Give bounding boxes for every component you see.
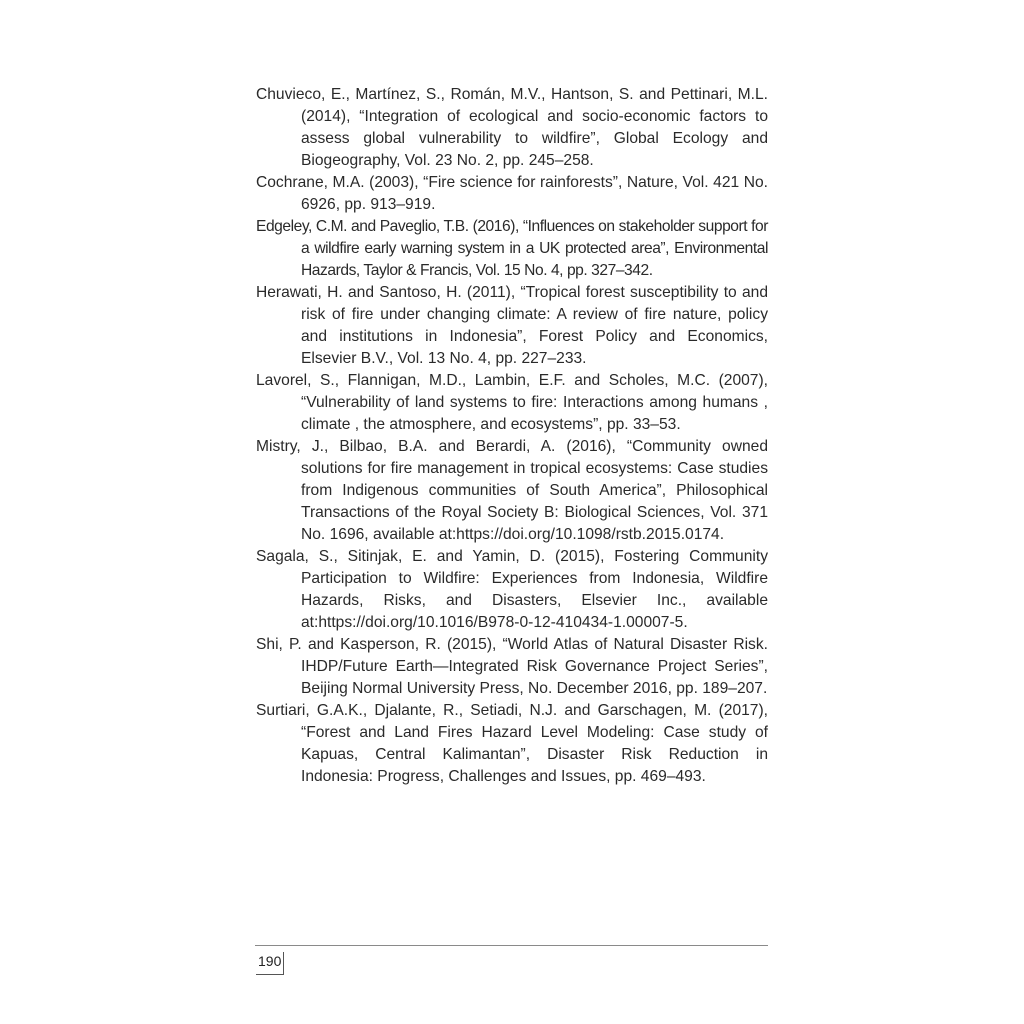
- reference-entry: Chuvieco, E., Martínez, S., Román, M.V., Hantson, S. and Pettinari, M.L. (2014), “Integration of ecological and socio-economic factors to assess global vulnerability to wildfire”, Global Ecology and Biogeography, Vol. 23 No. 2, pp. 245–258.: [256, 86, 768, 169]
- reference-entry: Herawati, H. and Santoso, H. (2011), “Tropical forest susceptibility to and risk of fire under changing climate: A review of fire nature, policy and institutions in Indonesia”, Forest Policy and Economics, Elsevier B.V., Vol. 13 No. 4, pp. 227–233.: [256, 284, 768, 367]
- reference-entry: Lavorel, S., Flannigan, M.D., Lambin, E.F. and Scholes, M.C. (2007), “Vulnerability of land systems to fire: Interactions among humans , climate , the atmosphere, and ecosystems”, pp. 33–53.: [256, 372, 768, 433]
- reference-entry: Edgeley, C.M. and Paveglio, T.B. (2016), “Influences on stakeholder support for a wildfire early warning system in a UK protected area”, Environmental Hazards, Taylor & Francis, Vol. 15 No. 4, pp. 327–342.: [256, 218, 768, 279]
- reference-entry: Sagala, S., Sitinjak, E. and Yamin, D. (2015), Fostering Community Participation to Wildfire: Experiences from Indonesia, Wildfire Hazards, Risks, and Disasters, Elsevier Inc., available at:https://doi.org/10.1016/B978-0-12-410434-1.00007-5.: [256, 548, 768, 631]
- reference-list: [256, 84, 768, 788]
- page-number: 190: [256, 952, 284, 975]
- reference-entry: Cochrane, M.A. (2003), “Fire science for rainforests”, Nature, Vol. 421 No. 6926, pp. 913–919.: [256, 174, 768, 213]
- reference-entry: Shi, P. and Kasperson, R. (2015), “World Atlas of Natural Disaster Risk. IHDP/Future Earth—Integrated Risk Governance Project Series”, Beijing Normal University Press, No. December 2016, pp. 189–207.: [256, 636, 768, 697]
- reference-entry: Mistry, J., Bilbao, B.A. and Berardi, A. (2016), “Community owned solutions for fire management in tropical ecosystems: Case studies from Indigenous communities of South America”, Philosophical Transactions of the Royal Society B: Biological Sciences, Vol. 371 No. 1696, available at:https://doi.org/10.1098/rstb.2015.0174.: [256, 438, 768, 543]
- reference-entry: Surtiari, G.A.K., Djalante, R., Setiadi, N.J. and Garschagen, M. (2017), “Forest and Land Fires Hazard Level Modeling: Case study of Kapuas, Central Kalimantan”, Disaster Risk Reduction in Indonesia: Progress, Challenges and Issues, pp. 469–493.: [256, 702, 768, 785]
- footer-divider: [255, 945, 768, 946]
